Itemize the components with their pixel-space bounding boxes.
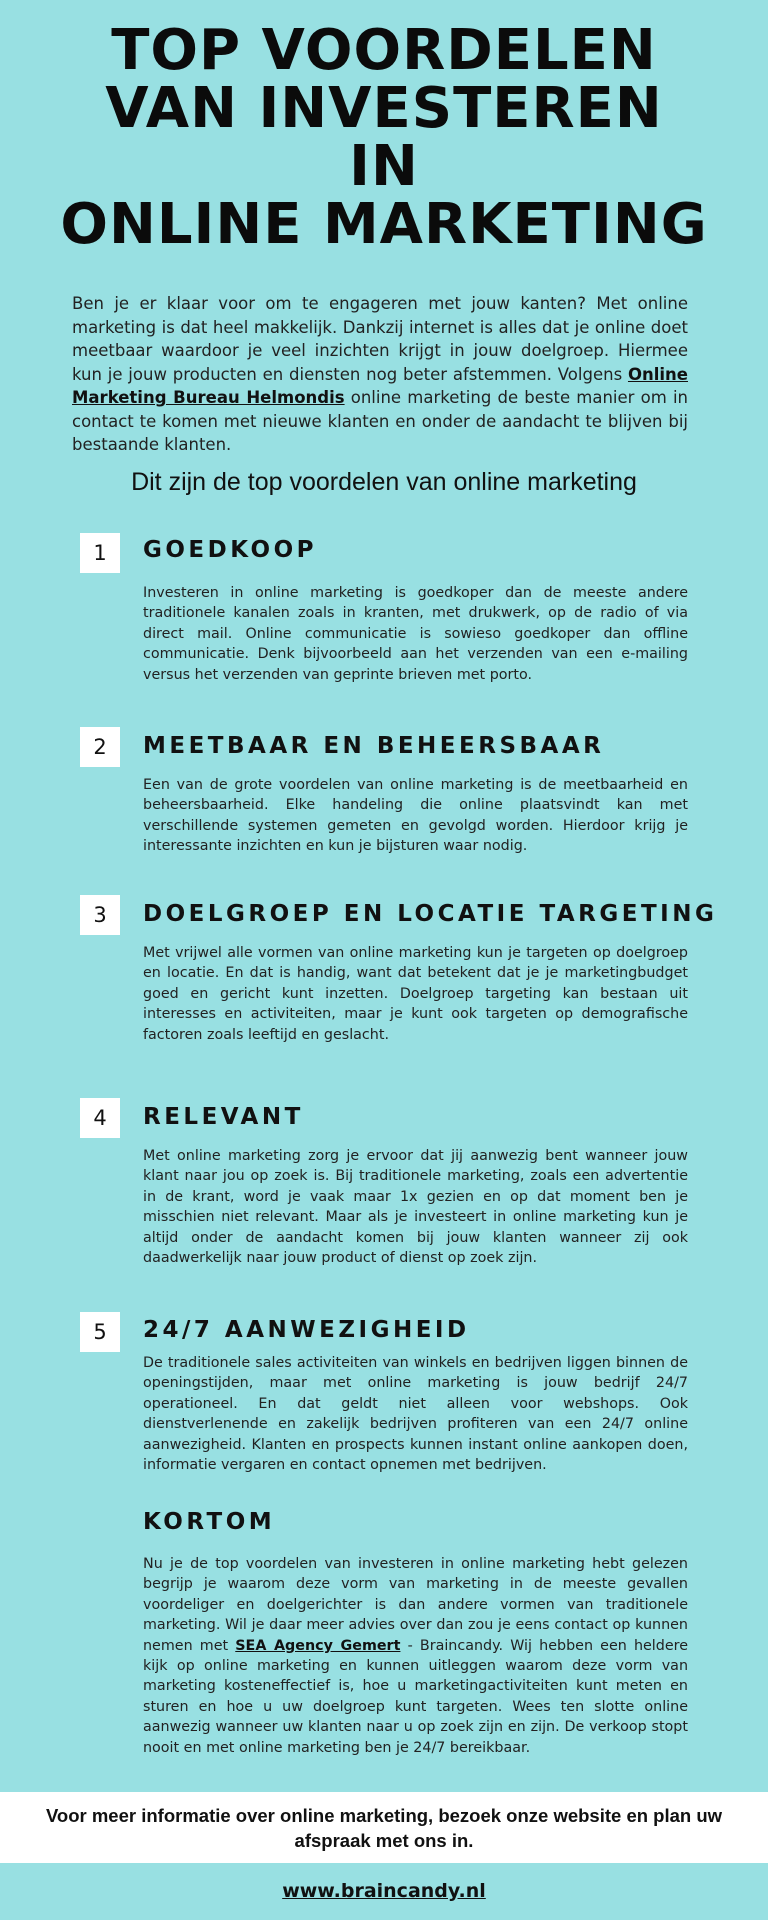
item-heading: GOEDKOOP <box>143 537 317 563</box>
website-link[interactable]: www.braincandy.nl <box>282 1880 486 1902</box>
item-body: Een van de grote voordelen van online marketing is de meetbaarheid en beheersbaarheid. Elke handeling die online plaatsvindt kan met verschillende systemen gemeten en gevolgd worden. Hierdoor krijg je interessante inzichten en kun je bijsturen waar nodig. <box>143 777 688 855</box>
kortom-link-sea-agency[interactable]: SEA Agency Gemert <box>235 1637 401 1654</box>
item-number-badge: 2 <box>80 727 120 767</box>
item-number-badge: 1 <box>80 533 120 573</box>
page-title <box>0 18 768 257</box>
item-body: De traditionele sales activiteiten van winkels en bedrijven liggen binnen de openingstijden, maar met online marketing is jouw bedrijf 24/7 operationeel. En dat geldt niet alleen voor webshops. Ook dienstverlenende en zakelijk bedrijven profiteren van een 24/7 online aanwezigheid. Klanten en prospects kunnen instant online aankopen doen, informatie vergaren en contact opnemen met bedrijven. <box>143 1355 688 1474</box>
item-number-badge: 4 <box>80 1098 120 1138</box>
title-line-4: ONLINE MARKETING <box>60 192 708 257</box>
item-heading: MEETBAAR EN BEHEERSBAAR <box>143 733 605 759</box>
kortom-text-before: Nu je de top voordelen van investeren in online marketing hebt gelezen begrijp je waarom deze vorm van marketing in de meeste gevallen voordeliger en doelgerichter is dan andere vormen van traditionele marketing. Wil je daar meer advies over dan zou je eens contact op kunnen nemen met <box>143 1556 688 1654</box>
title-line-3: IN <box>349 134 419 199</box>
intro-text-after: online marketing de beste manier om in contact te komen met nieuwe klanten en onder de aandacht te blijven bij bestaande klanten. <box>72 388 688 454</box>
footer-cta-text: Voor meer informatie over online marketing, bezoek onze website en plan uw afspraak met ons in. <box>45 1805 723 1851</box>
title-line-2: VAN INVESTEREN <box>105 76 663 141</box>
kortom-paragraph <box>143 1554 688 1758</box>
item-number-badge: 3 <box>80 895 120 935</box>
item-number-badge: 5 <box>80 1312 120 1352</box>
item-heading: DOELGROEP EN LOCATIE TARGETING <box>143 901 718 927</box>
intro-paragraph <box>72 292 688 457</box>
section-subheading: Dit zijn de top voordelen van online marketing <box>131 468 637 496</box>
item-heading: RELEVANT <box>143 1104 304 1130</box>
item-body: Met vrijwel alle vormen van online marketing kun je targeten op doelgroep en locatie. En dat is handig, want dat betekent dat je je marketingbudget goed en gericht kunt inzetten. Doelgroep targeting kan bestaan uit interesses en activiteiten, maar je kunt ook targeten op demografische factoren zoals leeftijd en geslacht. <box>143 945 688 1043</box>
item-heading: 24/7 AANWEZIGHEID <box>143 1317 470 1343</box>
item-body: Investeren in online marketing is goedkoper dan de meeste andere traditionele kanalen zoals in kranten, met drukwerk, op de radio of via direct mail. Online communicatie is sowieso goedkoper dan offline communicatie. Denk bijvoorbeeld aan het verzenden van een e-mailing versus het verzenden van geprinte brieven met porto. <box>143 585 688 683</box>
kortom-heading: KORTOM <box>143 1509 276 1535</box>
title-line-1: TOP VOORDELEN <box>111 18 657 83</box>
intro-text-before: Ben je er klaar voor om te engageren met jouw kanten? Met online marketing is dat heel makkelijk. Dankzij internet is alles dat je online doet meetbaar waardoor je veel inzichten krijgt in jouw doelgroep. Hiermee kun je jouw producten en diensten nog beter afstemmen. Volgens <box>72 294 688 384</box>
item-body: Met online marketing zorg je ervoor dat jij aanwezig bent wanneer jouw klant naar jou op zoek is. Bij traditionele marketing, zoals een advertentie in de krant, word je vaak maar 1x gezien en op dat moment ben je misschien niet relevant. Maar als je investeert in online marketing kun je altijd onder de aandacht komen bij jouw klanten wanneer zij ook daadwerkelijk naar jouw product of dienst op zoek zijn. <box>143 1148 688 1267</box>
intro-link-helmondis[interactable]: Online Marketing Bureau Helmondis <box>72 364 688 407</box>
kortom-text-after: - Braincandy. Wij hebben een heldere kijk op online marketing en kunnen uitleggen waarom deze vorm van marketing kosteneffectief is, hoe u marketingactiviteiten kunt meten en sturen en hoe u uw doelgroep kunt targeten. Wees ten slotte online aanwezig wanneer uw klanten naar u op zoek zijn en zijn. De verkoop stopt nooit en met online marketing ben je 24/7 bereikbaar. <box>143 1637 689 1756</box>
